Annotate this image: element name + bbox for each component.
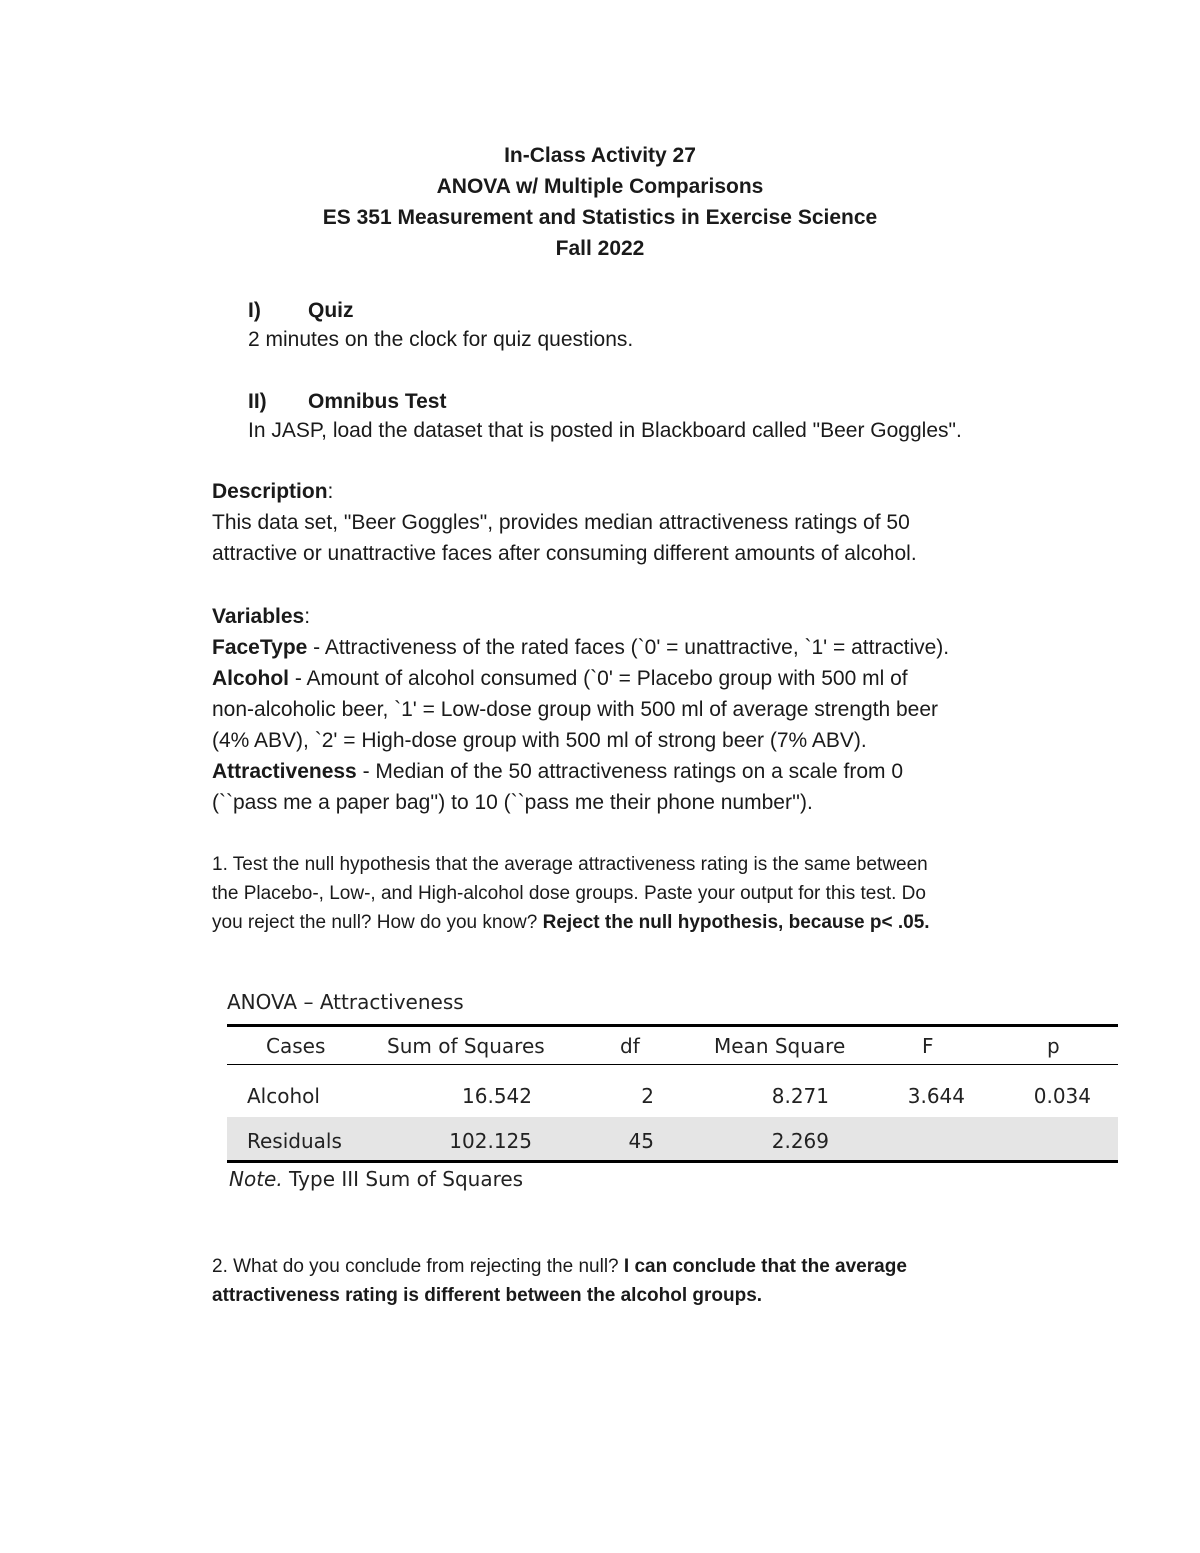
table-cell: 3.644 (907, 1084, 965, 1108)
table-cell: 8.271 (771, 1084, 829, 1108)
question-2-answer-cont: attractiveness rating is different between the alcohol groups. (212, 1285, 763, 1306)
question-1-answer: Reject the null hypothesis, because p< .05. (542, 912, 930, 933)
variable-alcohol (212, 667, 908, 691)
question-2-answer: I can conclude that the average (623, 1256, 907, 1277)
variable-name: FaceType (212, 636, 308, 659)
section-body: 2 minutes on the clock for quiz questions. (248, 328, 634, 351)
variable-facetype (212, 636, 949, 660)
section-number: II) (248, 390, 267, 413)
table-cell: 45 (628, 1129, 654, 1153)
section-title: Omnibus Test (308, 390, 447, 413)
doc-title: In-Class Activity 27 (504, 144, 696, 167)
table-title: ANOVA – Attractiveness (227, 990, 464, 1014)
table-top-rule (227, 1024, 1118, 1027)
column-header: p (1047, 1034, 1060, 1058)
question-2-line (212, 1256, 907, 1278)
course-name: ES 351 Measurement and Statistics in Exercise Science (322, 206, 878, 229)
variable-desc: - Amount of alcohol consumed (`0' = Placebo group with 500 ml of (289, 667, 908, 690)
variable-name: Attractiveness (212, 760, 357, 783)
column-header: df (620, 1034, 640, 1058)
note-label: Note. (229, 1167, 283, 1191)
table-row-shade (227, 1117, 1118, 1160)
table-cell: 102.125 (449, 1129, 532, 1153)
variable-desc: - Median of the 50 attractiveness ratings on a scale from 0 (356, 760, 904, 783)
table-cell: 0.034 (1033, 1084, 1091, 1108)
variable-desc-line: (``pass me a paper bag'') to 10 (``pass me their phone number''). (212, 791, 813, 814)
table-cell: 2 (641, 1084, 654, 1108)
variable-desc: - Attractiveness of the rated faces (`0' = unattractive, `1' = attractive). (307, 636, 950, 659)
table-cell: Residuals (247, 1129, 342, 1153)
description-colon: : (327, 480, 334, 503)
table-cell: Alcohol (247, 1084, 320, 1108)
section-title: Quiz (308, 299, 354, 322)
question-1-line: 1. Test the null hypothesis that the average attractiveness rating is the same between (212, 854, 928, 875)
variables-heading (212, 605, 310, 629)
description-line: attractive or unattractive faces after consuming different amounts of alcohol. (212, 542, 917, 565)
term: Fall 2022 (555, 237, 645, 260)
variable-attractiveness (212, 760, 903, 784)
description-label: Description (212, 480, 328, 503)
note-text: Type III Sum of Squares (282, 1167, 524, 1191)
column-header: Mean Square (714, 1034, 846, 1058)
variable-name: Alcohol (212, 667, 289, 690)
doc-subtitle: ANOVA w/ Multiple Comparisons (436, 175, 764, 198)
variable-desc-line: (4% ABV), `2' = High-dose group with 500 ml of strong beer (7% ABV). (212, 729, 867, 752)
question-2-text: 2. What do you conclude from rejecting the null? (212, 1256, 624, 1277)
variable-desc-line: non-alcoholic beer, `1' = Low-dose group with 500 ml of average strength beer (212, 698, 939, 721)
column-header: Cases (266, 1034, 326, 1058)
variables-colon: : (304, 605, 311, 628)
question-1-line (212, 912, 930, 934)
section-body: In JASP, load the dataset that is posted in Blackboard called "Beer Goggles". (248, 419, 962, 442)
column-header: F (922, 1034, 934, 1058)
column-header: Sum of Squares (387, 1034, 545, 1058)
question-1-line: the Placebo-, Low-, and High-alcohol dose groups. Paste your output for this test. Do (212, 883, 926, 904)
section-number: I) (248, 299, 261, 322)
description-heading (212, 480, 333, 504)
question-1-text: you reject the null? How do you know? (212, 912, 543, 933)
description-line: This data set, "Beer Goggles", provides median attractiveness ratings of 50 (212, 511, 910, 534)
table-bottom-rule (227, 1160, 1118, 1163)
variables-label: Variables (212, 605, 305, 628)
table-header-rule (227, 1064, 1118, 1065)
table-cell: 16.542 (462, 1084, 532, 1108)
table-note (229, 1167, 523, 1191)
table-cell: 2.269 (771, 1129, 829, 1153)
